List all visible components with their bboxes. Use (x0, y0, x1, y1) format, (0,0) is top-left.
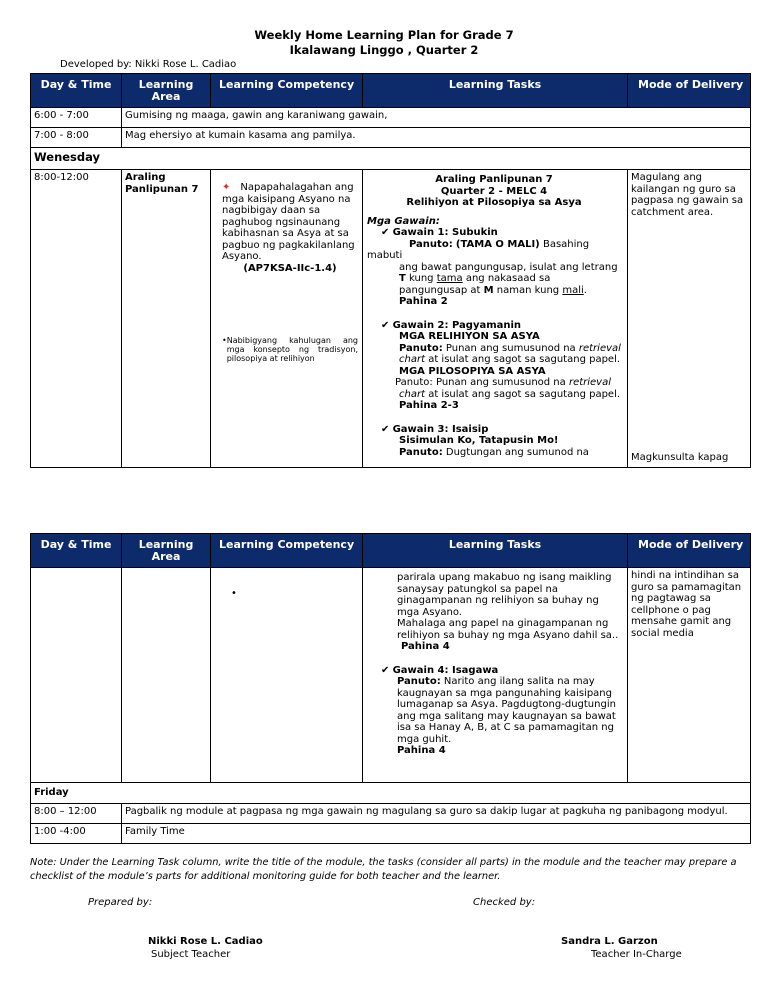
period: . (583, 284, 587, 296)
tasks-heading-topic: Relihiyon at Pilosopiya sa Asya (406, 197, 582, 208)
learning-plan-table-2 (30, 533, 751, 844)
gawain-4 (367, 665, 621, 677)
table-row (31, 824, 751, 844)
time-cell: 8:00-12:00 (31, 170, 122, 468)
gawain-1-text: at (470, 284, 481, 296)
mode-text-continued: Magkunsulta kapag (631, 451, 729, 463)
prepared-by-role: Subject Teacher (151, 949, 231, 960)
table-row (31, 170, 751, 468)
panuto-label: Panuto: (409, 238, 453, 250)
word-chart: chart (399, 354, 425, 365)
letter-t: T (399, 273, 406, 284)
gawain-1-title: : Subukin (444, 227, 498, 238)
col-day-time: Day & Time (31, 534, 122, 568)
time-cell: 8:00 – 12:00 (31, 804, 122, 824)
activity-cell: Family Time (122, 824, 751, 844)
word-retrieval: retrieval (568, 377, 612, 388)
time-cell (31, 568, 122, 783)
activity-cell: Pagbalik ng module at pagpasa ng mga gawain ng magulang sa guro sa dakip lugar at pagkuha ng panibagong modyul. (122, 804, 751, 824)
gawain-4-title: Gawain 4: Isagawa (392, 664, 499, 676)
pahina-4: Pahina 4 (397, 745, 446, 756)
prepared-by-label: Prepared by: (88, 897, 153, 908)
letter-m: M (483, 284, 494, 296)
competency-cell (211, 170, 363, 468)
day-label: Friday (31, 783, 751, 804)
gawain-1-text: Basahing (542, 238, 590, 250)
gawain-3-sub: Sisimulan Ko, Tatapusin Mo! (399, 435, 559, 446)
gawain-3-prompt: Mahalaga ang papel na ginagampanan ng relihiyon sa buhay ng mga Asyano dahil sa.. (397, 618, 619, 641)
gawain-3-continued: parirala upang makabuo ng isang maikling sanaysay patungkol sa papel na ginagampanan ng relihiyon sa buhay ng mga Asyano. (397, 572, 612, 618)
learning-area-cell (122, 568, 211, 783)
competency-bullet (222, 336, 358, 363)
gawain-2 (367, 320, 621, 332)
col-mode-of-delivery: Mode of Delivery (628, 74, 751, 108)
document-subtitle: Ikalawang Linggo , Quarter 2 (289, 43, 479, 57)
check-icon: ✔ (381, 319, 390, 331)
col-day-time: Day & Time (31, 74, 122, 108)
tama-o-mali: (TAMA O MALI) (455, 238, 540, 250)
gawain-1-label: Gawain 1 (392, 227, 445, 238)
gawain-1-text: kung (409, 273, 434, 284)
bullet-icon: • (231, 588, 237, 599)
checked-by-role: Teacher In-Charge (591, 949, 682, 960)
word-chart: chart (399, 388, 425, 400)
activity-cell: Mag ehersiyo at kumain kasama ang pamilya. (122, 128, 751, 148)
checked-by-name: Sandra L. Garzon (561, 936, 658, 947)
check-icon: ✔ (381, 227, 390, 238)
prepared-by-name: Nikki Rose L. Cadiao (148, 936, 263, 947)
pahina-4: Pahina 4 (401, 641, 450, 652)
gawain-3-text: Dugtungan ang sumunod na (445, 446, 589, 458)
col-learning-area: Learning Area (122, 74, 211, 108)
gawain-2-text: at isulat ang sagot sa sagutang papel. (428, 354, 621, 365)
table-row (31, 568, 751, 783)
word-retrieval: retrieval (578, 342, 621, 354)
gawain-2-text: Panuto: Punan ang sumusunod na (395, 377, 566, 388)
gawain-4-text: Narito ang ilang salita na may kaugnayan sa mga pangunahing kaisipang lumaganap sa Asya. Pagdugtong-dugtungin ang mga salitang may kaugnayan sa bawat isa sa Hanay A, B, at C sa pamamagitan ng mga guhit. (397, 676, 616, 745)
col-learning-area: Learning Area (122, 534, 211, 568)
document-title: Weekly Home Learning Plan for Grade 7 (254, 28, 514, 42)
tasks-heading-quarter: Quarter 2 - MELC 4 (440, 185, 548, 197)
learning-plan-table-1 (30, 73, 751, 468)
competency-bullet-text: Nabibigyang kahulugan ang mga konsepto ng tradisyon, pilosopiya at relihiyon (226, 336, 358, 363)
gawain-3-title: Gawain 3: Isaisip (392, 423, 489, 435)
day-label: Wenesday (31, 148, 751, 170)
mode-text: Magulang ang kailangan ng guro sa pagpasa ng gawain sa catchment area. (631, 172, 744, 218)
check-icon: ✔ (381, 423, 390, 435)
gawain-1-text: ang nakasaad sa pangungusap (399, 273, 551, 296)
gawain-1 (367, 227, 621, 239)
competency-code: (AP7KSA-IIc-1.4) (243, 262, 337, 274)
mode-cell: hindi na intindihan sa guro sa pamamagitan ng pagtawag sa cellphone o pag mensahe gamit ang social media (628, 568, 751, 783)
pahina-2-3: Pahina 2-3 (399, 400, 459, 411)
bullet-icon: • (222, 336, 227, 345)
col-learning-tasks: Learning Tasks (363, 534, 628, 568)
gawain-1-text: mabuti (367, 250, 403, 261)
gawain-1-text: ang bawat pangungusap, isulat ang letrang (399, 261, 618, 273)
day-row (31, 148, 751, 170)
pahina-2: Pahina 2 (399, 296, 448, 307)
competency-text: Napapahalagahan ang mga kaisipang Asyano na nagbibigay daan sa paghubog ngsinaunang kabihasnan sa Asya at sa pagbuo ng pagkakilanlang Asyano. (222, 182, 355, 262)
panuto-label: Panuto: (399, 342, 443, 354)
panuto-label: Panuto: (397, 676, 441, 687)
developed-by: Developed by: Nikki Rose L. Cadiao (60, 59, 237, 70)
note-text: Note: Under the Learning Task column, write the title of the module, the tasks (consider all parts) in the module and the teacher may prepare a checklist of the module’s parts for additional monitoring guide for both teacher and the learner. (30, 857, 737, 882)
gawain-2-text: at isulat ang sagot sa sagutang papel. (428, 388, 621, 400)
gawain-2-sub2: MGA PILOSOPIYA SA ASYA (399, 365, 546, 377)
col-learning-competency: Learning Competency (211, 74, 363, 108)
panuto-label: Panuto: (399, 446, 443, 458)
gawain-3 (367, 424, 621, 436)
competency-cell (211, 568, 363, 783)
pointer-icon: ✦ (222, 182, 231, 193)
tasks-heading: Araling Panlipunan 7 (435, 174, 553, 185)
gawain-2-sub1: MGA RELIHIYON SA ASYA (399, 331, 540, 342)
col-learning-competency: Learning Competency (211, 534, 363, 568)
time-cell: 6:00 - 7:00 (31, 108, 122, 128)
check-icon: ✔ (381, 664, 390, 676)
col-mode-of-delivery: Mode of Delivery (628, 534, 751, 568)
word-tama: tama (436, 273, 463, 284)
checked-by-label: Checked by: (473, 897, 536, 908)
table-row (31, 804, 751, 824)
tasks-cell (363, 568, 628, 783)
table-header-row (31, 74, 751, 108)
tasks-cell (363, 170, 628, 468)
table-header-row (31, 534, 751, 568)
day-row (31, 783, 751, 804)
word-mali: mali (562, 284, 584, 296)
activity-cell: Gumising ng maaga, gawin ang karaniwang gawain, (122, 108, 751, 128)
gawain-label: Mga Gawain: (367, 215, 440, 227)
time-cell: 7:00 - 8:00 (31, 128, 122, 148)
mode-cell (628, 170, 751, 468)
learning-area-cell: Araling Panlipunan 7 (122, 170, 211, 468)
col-learning-tasks: Learning Tasks (363, 74, 628, 108)
gawain-2-text: Punan ang sumusunod na (445, 342, 576, 354)
table-row (31, 108, 751, 128)
table-row (31, 128, 751, 148)
gawain-1-text: naman kung (496, 284, 560, 296)
time-cell: 1:00 -4:00 (31, 824, 122, 844)
gawain-2-title: Gawain 2: Pagyamanin (392, 319, 522, 331)
